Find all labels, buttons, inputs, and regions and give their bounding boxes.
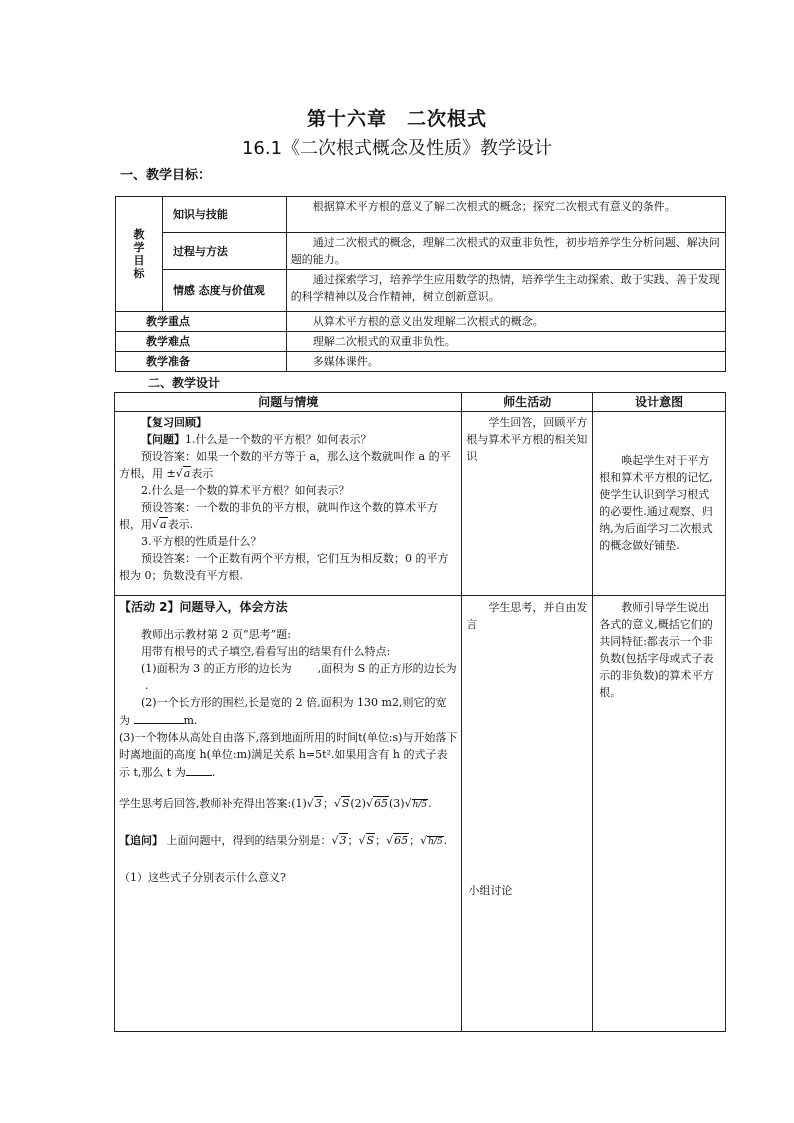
sqrt-s: √S bbox=[333, 797, 350, 810]
header-problem: 问题与情境 bbox=[115, 393, 462, 412]
p1-c: . bbox=[145, 679, 149, 692]
header-activity: 师生活动 bbox=[462, 393, 593, 412]
activity2-cell bbox=[115, 596, 462, 1032]
objective-name: 知识与技能 bbox=[162, 197, 286, 233]
follow-end: . bbox=[443, 834, 448, 847]
separator: ； bbox=[375, 834, 387, 847]
radicand: 3 bbox=[314, 797, 322, 810]
sqrt-a: √a bbox=[175, 467, 191, 480]
separator: ； bbox=[347, 834, 359, 847]
objectives-table bbox=[115, 196, 726, 372]
section-heading-objectives: 一、教学目标： bbox=[120, 168, 212, 183]
activity2-task: 用带有根号的式子填空,看看写出的结果有什么特点: bbox=[141, 645, 391, 658]
review-a3: 预设答案：一个正数有两个平方根，它们互为相反数；0 的平方根为 0；负数没有平方根. bbox=[119, 552, 449, 582]
question-label: 【问题】 bbox=[141, 433, 185, 446]
sqrt-3: √3 bbox=[306, 797, 322, 810]
radicand: a bbox=[183, 467, 191, 480]
radicand: 65 bbox=[394, 834, 409, 847]
objectives-label-text: 教学目标 bbox=[133, 228, 145, 280]
radicand: h/5 bbox=[428, 837, 443, 847]
design-table bbox=[114, 392, 726, 1032]
objectives-label bbox=[116, 197, 163, 312]
p1-a: (1)面积为 3 的正方形的边长为 bbox=[141, 662, 292, 675]
p2-a: (2)一个长方形的围栏,长是宽的 2 倍,面积为 130 m2,则它的宽为 bbox=[119, 696, 447, 727]
difficulty-label: 教学难点 bbox=[116, 332, 287, 352]
separator: (2) bbox=[350, 797, 366, 810]
radicand: 65 bbox=[373, 797, 388, 810]
review-q1 bbox=[119, 431, 457, 448]
review-a2 bbox=[119, 499, 457, 533]
sqrt-s: √S bbox=[358, 834, 375, 847]
header-intent: 设计意图 bbox=[593, 393, 726, 412]
activity2-intro: 教师出示教材第 2 页“思考”题: bbox=[141, 628, 291, 641]
review-q3: 3.平方根的性质是什么？ bbox=[141, 535, 262, 548]
radicand: h/5 bbox=[412, 800, 428, 810]
q1-text: 1.什么是一个数的平方根？如何表示？ bbox=[185, 433, 372, 446]
activity2-intent-cell bbox=[593, 596, 726, 1032]
objective-text: 通过二次根式的概念，理解二次根式的双重非负性，初步培养学生分析问题、解决问题的能力。 bbox=[286, 233, 725, 270]
review-activity-cell bbox=[462, 412, 593, 596]
review-q2: 2.什么是一个数的算术平方根？如何表示？ bbox=[141, 484, 350, 497]
preparation-label: 教学准备 bbox=[116, 352, 287, 372]
activity2-activity-cell bbox=[462, 596, 593, 1032]
sqrt-h-over-5: √h/5 bbox=[404, 797, 428, 810]
activity2-answers bbox=[119, 795, 457, 814]
follow-text: 上面问题中，得到的结果分别是： bbox=[166, 834, 332, 847]
separator: ； bbox=[322, 797, 334, 810]
objective-name: 过程与方法 bbox=[162, 233, 286, 270]
review-title: 【复习回顾】 bbox=[141, 416, 207, 429]
plus-minus-symbol: ± bbox=[166, 467, 176, 480]
radicand: a bbox=[160, 518, 167, 531]
objective-text: 根据算术平方根的意义了解二次根式的概念；探究二次根式有意义的条件。 bbox=[286, 197, 725, 233]
p3-c: . bbox=[211, 766, 216, 779]
answer-blank bbox=[186, 763, 212, 776]
p1-b: ,面积为 S 的正方形的边长为 bbox=[317, 662, 457, 675]
a1-prefix: 预设答案：如果一个数的平方等于 a，那么这个数就叫作 a 的平方根，用 bbox=[119, 450, 451, 480]
separator: ； bbox=[409, 834, 421, 847]
review-cell bbox=[115, 412, 462, 596]
chapter-title: 第十六章 二次根式 bbox=[306, 108, 487, 130]
sqrt-3: √3 bbox=[331, 834, 347, 847]
ans-prefix: 学生思考后回答,教师补充得出答案:(1) bbox=[119, 797, 307, 810]
sqrt-h-over-5: √h/5 bbox=[420, 834, 443, 847]
objective-name: 情感 态度与价值观 bbox=[162, 270, 286, 312]
follow-label: 【追问】 bbox=[119, 834, 163, 847]
radicand: S bbox=[341, 797, 350, 810]
radicand: S bbox=[366, 834, 375, 847]
review-activity: 学生回答，回顾平方根与算术平方根的相关知识 bbox=[466, 416, 588, 463]
ans-end: . bbox=[428, 797, 432, 810]
key-point-label: 教学重点 bbox=[116, 312, 287, 332]
preparation-text: 多媒体课件。 bbox=[286, 352, 725, 372]
activity2-intent: 教师引导学生说出各式的意义,概括它们的共同特征:都表示一个非负数(包括字母或式子表示的非负数)的算术平方根。 bbox=[599, 601, 714, 699]
a2-suffix: 表示. bbox=[167, 518, 194, 531]
sqrt-a: √a bbox=[152, 518, 167, 531]
sqrt-65: √65 bbox=[365, 797, 388, 810]
sqrt-65: √65 bbox=[386, 834, 409, 847]
activity2-p2 bbox=[119, 694, 457, 729]
a1-suffix: 表示 bbox=[191, 467, 214, 480]
separator: (3) bbox=[388, 797, 405, 810]
a2-prefix: 预设答案：一个数的非负的平方根，就叫作这个数的算术平方根，用 bbox=[119, 501, 438, 531]
p3-a: (3)一个物体从高处自由落下,落到地面所用的时间 bbox=[119, 731, 359, 744]
meaning-question: （1）这些式子分别表示什么意义? bbox=[119, 871, 286, 884]
objective-text: 通过探索学习，培养学生应用数学的热情，培养学生主动探索、敢于实践、善于发现的科学精神以及合作精神，树立创新意识。 bbox=[286, 270, 725, 312]
activity2-p1 bbox=[119, 660, 457, 694]
activity2-p3 bbox=[119, 729, 457, 781]
activity2-activity: 学生思考，并自由发言 bbox=[466, 601, 588, 631]
lesson-title: 16.1《二次根式概念及性质》教学设计 bbox=[241, 138, 553, 159]
review-a1 bbox=[119, 448, 457, 482]
section-heading-design: 二、教学设计 bbox=[148, 376, 221, 390]
difficulty-text: 理解二次根式的双重非负性。 bbox=[286, 332, 725, 352]
answer-blank bbox=[134, 711, 184, 724]
p3-b: t(单位:s)与开始落下时离地面的高度 h(单位:m)满足关系 h=5t².如果用含有 h 的式子表示 t,那么 t 为 bbox=[119, 731, 458, 779]
follow-up-question bbox=[119, 832, 457, 851]
key-point-text: 从算术平方根的意义出发理解二次根式的概念。 bbox=[286, 312, 725, 332]
review-intent-cell bbox=[593, 412, 726, 596]
group-discussion: 小组讨论 bbox=[468, 884, 513, 897]
radicand: 3 bbox=[339, 834, 347, 847]
p2-b: m. bbox=[183, 714, 198, 727]
activity2-title: 【活动 2】问题导入，体会方法 bbox=[119, 600, 288, 614]
review-intent: 唤起学生对于平方根和算术平方根的记忆,使学生认识到学习根式的必要性.通过观察、归纳,为后面学习二次根式的概念做好铺垫. bbox=[599, 454, 713, 552]
